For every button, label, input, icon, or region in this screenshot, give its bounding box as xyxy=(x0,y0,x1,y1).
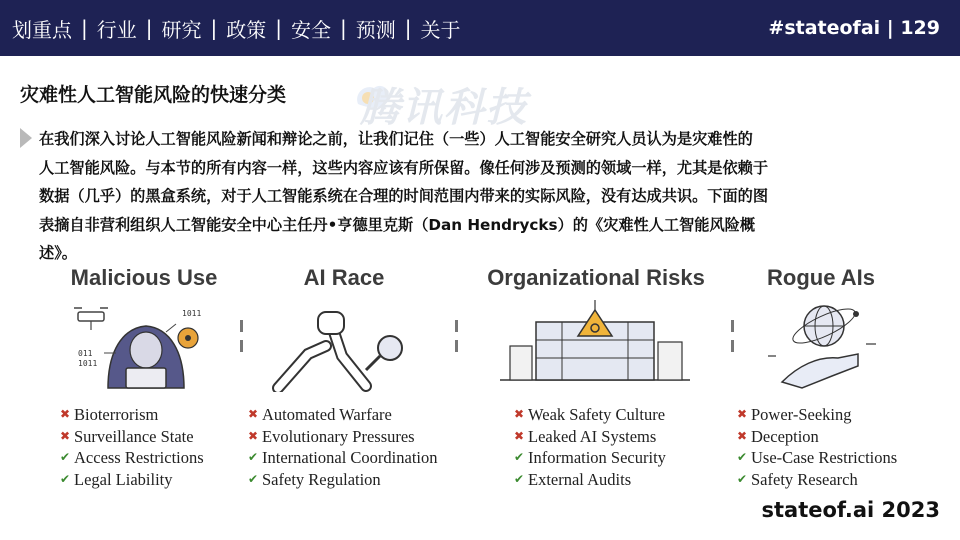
category-title: AI Race xyxy=(303,265,385,290)
malicious-use-list xyxy=(60,404,204,490)
category-ai-race xyxy=(282,265,406,291)
check-icon: ✔ xyxy=(60,471,71,486)
category-title: Rogue AIs xyxy=(767,265,875,290)
list-item xyxy=(60,404,204,426)
category-title: Malicious Use xyxy=(70,265,218,290)
top-bar xyxy=(0,0,960,56)
list-item-label: Deception xyxy=(751,426,819,446)
list-item xyxy=(248,404,438,426)
check-icon: ✔ xyxy=(514,450,525,465)
category-organizational-risks xyxy=(476,265,716,291)
list-item-label: Safety Regulation xyxy=(262,469,381,489)
category-title: Organizational Risks xyxy=(487,265,705,290)
list-item-label: Leaked AI Systems xyxy=(528,426,657,446)
footer-source: stateof.ai 2023 xyxy=(761,498,940,522)
section-nav xyxy=(12,14,461,43)
list-item xyxy=(514,426,666,448)
binary-code-label: 011 xyxy=(78,349,93,358)
list-item xyxy=(248,426,438,448)
check-icon: ✔ xyxy=(737,450,748,465)
nav-separator: | xyxy=(275,16,282,40)
nav-separator: | xyxy=(81,16,88,40)
list-item xyxy=(60,469,204,491)
paragraph-line: 述》。 xyxy=(39,244,77,262)
list-item-label: Automated Warfare xyxy=(262,405,392,424)
category-rogue-ais xyxy=(756,265,886,291)
list-item-label: Evolutionary Pressures xyxy=(262,426,415,446)
list-item-label: Use-Case Restrictions xyxy=(751,448,898,468)
check-icon: ✔ xyxy=(248,471,259,486)
paragraph-arrow-icon xyxy=(20,128,32,148)
nav-item-highlights[interactable]: 划重点 xyxy=(12,17,72,42)
paragraph-line: 表摘自非营利组织人工智能安全中心主任丹•亨德里克斯（Dan Hendrycks）的《灾难性人工智能风险概 xyxy=(39,215,756,234)
risk-x-icon: ✖ xyxy=(514,407,525,421)
check-icon: ✔ xyxy=(248,450,259,465)
nav-separator: | xyxy=(340,16,347,40)
nav-item-research[interactable]: 研究 xyxy=(161,17,202,42)
biohazard-building-icon xyxy=(500,296,690,392)
column-divider xyxy=(455,320,458,360)
risk-x-icon: ✖ xyxy=(60,428,71,443)
risk-x-icon: ✖ xyxy=(737,407,748,421)
list-item-label: Safety Research xyxy=(751,469,858,489)
nav-separator: | xyxy=(145,16,153,40)
nav-separator: | xyxy=(210,16,218,40)
list-item xyxy=(737,447,897,469)
list-item-label: Power-Seeking xyxy=(751,405,852,424)
slide-tag: #stateofai | 129 xyxy=(768,17,940,39)
risk-x-icon: ✖ xyxy=(737,428,748,443)
binary-code-label: 1011 xyxy=(182,309,202,318)
rogue-ais-list xyxy=(737,404,897,490)
watermark: 腾讯科技 xyxy=(360,85,528,131)
list-item-label: Legal Liability xyxy=(74,469,173,489)
slide-title: 灾难性人工智能风险的快速分类 xyxy=(20,84,287,106)
list-item-label: Information Security xyxy=(528,448,666,468)
list-item xyxy=(514,404,666,426)
list-item-label: International Coordination xyxy=(262,448,438,468)
list-item-label: Weak Safety Culture xyxy=(528,405,666,424)
list-item xyxy=(248,447,438,469)
hooded-hacker-icon xyxy=(70,296,220,392)
list-item-label: Bioterrorism xyxy=(74,405,159,424)
list-item xyxy=(248,469,438,491)
list-item xyxy=(60,447,204,469)
list-item xyxy=(514,447,666,469)
list-item xyxy=(60,426,204,448)
nav-item-predictions[interactable]: 预测 xyxy=(355,17,396,42)
risk-x-icon: ✖ xyxy=(248,428,259,443)
hand-globe-icon xyxy=(762,296,886,392)
list-item xyxy=(514,469,666,491)
list-item-label: Access Restrictions xyxy=(74,448,204,468)
check-icon: ✔ xyxy=(514,471,525,486)
list-item xyxy=(737,469,897,491)
intro-paragraph xyxy=(39,125,939,268)
nav-item-industry[interactable]: 行业 xyxy=(96,17,137,42)
nav-item-about[interactable]: 关于 xyxy=(420,17,461,42)
organizational-risks-list xyxy=(514,404,666,490)
nav-item-policy[interactable]: 政策 xyxy=(226,17,267,42)
column-divider xyxy=(731,320,734,360)
risk-x-icon: ✖ xyxy=(248,407,259,421)
paragraph-line: 数据（几乎）的黑盒系统，对于人工智能系统在合理的时间范围内带来的实际风险，没有达成共识。下面的图 xyxy=(39,187,768,205)
list-item-label: External Audits xyxy=(528,469,632,489)
risk-x-icon: ✖ xyxy=(514,428,525,443)
list-item-label: Surveillance State xyxy=(74,426,194,446)
category-malicious-use xyxy=(62,265,226,291)
arm-wrestling-icon xyxy=(270,296,420,392)
column-divider xyxy=(240,320,243,360)
risk-x-icon: ✖ xyxy=(60,407,71,421)
ai-race-list xyxy=(248,404,438,490)
paragraph-line: 在我们深入讨论人工智能风险新闻和辩论之前，让我们记住（一些）人工智能安全研究人员认为是灾难性的 xyxy=(39,130,753,148)
list-item xyxy=(737,404,897,426)
nav-separator: | xyxy=(404,16,412,40)
check-icon: ✔ xyxy=(737,471,748,486)
nav-item-safety[interactable]: 安全 xyxy=(291,17,331,42)
binary-code-label: 1011 xyxy=(78,359,98,368)
paragraph-line: 人工智能风险。与本节的所有内容一样，这些内容应该有所保留。像任何涉及预测的领域一样，尤其是依赖于 xyxy=(39,158,768,177)
list-item xyxy=(737,426,897,448)
check-icon: ✔ xyxy=(60,450,71,465)
